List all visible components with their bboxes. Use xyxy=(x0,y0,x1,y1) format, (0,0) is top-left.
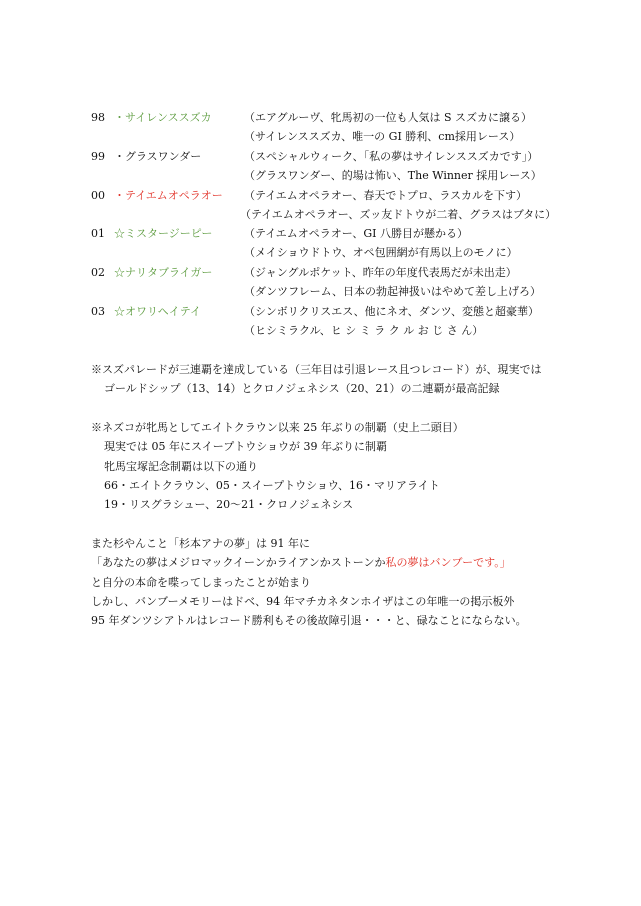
note-paragraph: ※スズパレードが三連覇を達成している（三年目は引退レース且つレコード）が、現実では xyxy=(91,363,542,376)
year-label: 01 xyxy=(91,227,105,240)
comment-text: （スペシャルウィーク、「私の夢はサイレンススズカです」） xyxy=(244,150,539,163)
note-paragraph: 66・エイトクラウン、05・スイープトウショウ、16・マリアライト xyxy=(104,479,440,492)
comment-text: （グラスワンダー、的場は怖い、The Winner 採用レース） xyxy=(244,169,542,182)
year-label: 02 xyxy=(91,266,105,279)
winner-name: ☆オワリヘイテイ xyxy=(114,305,202,318)
winner-name: ☆ナリタブライガー xyxy=(114,266,213,279)
note-paragraph: ゴールドシップ（13、14）とクロノジェネシス（20、21）の二連覇が最高記録 xyxy=(104,382,500,395)
note-paragraph: 19・リスグラシュー、20〜21・クロノジェネシス xyxy=(104,498,354,511)
year-label: 98 xyxy=(91,111,105,124)
winner-name: ・サイレンススズカ xyxy=(114,111,212,124)
quote-text: 「あなたの夢はメジロマックイーンかライアンかストーンか xyxy=(91,556,386,569)
note-paragraph: ※ネズコが牝馬としてエイトクラウン以来 25 年ぶりの制覇（史上二頭目） xyxy=(91,421,464,434)
winner-name: ・テイエムオペラオー xyxy=(114,189,223,202)
comment-text: （ジャングルポケット、昨年の年度代表馬だが未出走） xyxy=(244,266,517,279)
year-label: 00 xyxy=(91,189,105,202)
comment-text: （ヒシミラクル、ヒ シ ミ ラ ク ル お じ さ ん） xyxy=(244,324,484,337)
comment-text: （テイエムオペラオー、春天でトプロ、ラスカルを下す） xyxy=(244,189,528,202)
note-paragraph: 牝馬宝塚記念制覇は以下の通り xyxy=(104,460,258,473)
note-paragraph: 現実では 05 年にスイープトウショウが 39 年ぶりに制覇 xyxy=(104,440,387,453)
year-label: 99 xyxy=(91,150,105,163)
winner-name: ☆ミスタージーピー xyxy=(114,227,213,240)
comment-text: （サイレンススズカ、唯一の GI 勝利、cm採用レース） xyxy=(244,130,521,143)
comment-text: （ダンツフレーム、日本の勃起神扱いはやめて差し上げろ） xyxy=(244,285,541,298)
closing-paragraph: と自分の本命を喋ってしまったことが始まり xyxy=(91,576,311,589)
closing-paragraph: また杉やんこと「杉本アナの夢」は 91 年に xyxy=(91,537,310,550)
comment-text: （エアグルーヴ、牝馬初の一位も人気は S スズカに譲る） xyxy=(244,111,532,124)
comment-text: （テイエムオペラオー、ズッ友ドトウが二着、グラスはブタに） xyxy=(240,208,557,221)
closing-paragraph: しかし、バンブーメモリーはドベ、94 年マチカネタンホイザはこの年唯一の掲示板外 xyxy=(91,595,515,608)
quote-highlight: 私の夢はバンブーです。」 xyxy=(385,556,511,569)
comment-text: （メイショウドトウ、オペ包囲網が有馬以上のモノに） xyxy=(244,246,518,259)
year-label: 03 xyxy=(91,305,105,318)
winner-name: ・グラスワンダー xyxy=(114,150,202,163)
comment-text: （シンボリクリスエス、他にネオ、ダンツ、変態と超豪華） xyxy=(244,305,539,318)
closing-paragraph: 95 年ダンツシアトルはレコード勝利もその後故障引退・・・と、碌なことにならない。 xyxy=(91,614,527,627)
closing-paragraph xyxy=(91,556,511,570)
comment-text: （テイエムオペラオー、GI 八勝目が懸かる） xyxy=(244,227,468,240)
